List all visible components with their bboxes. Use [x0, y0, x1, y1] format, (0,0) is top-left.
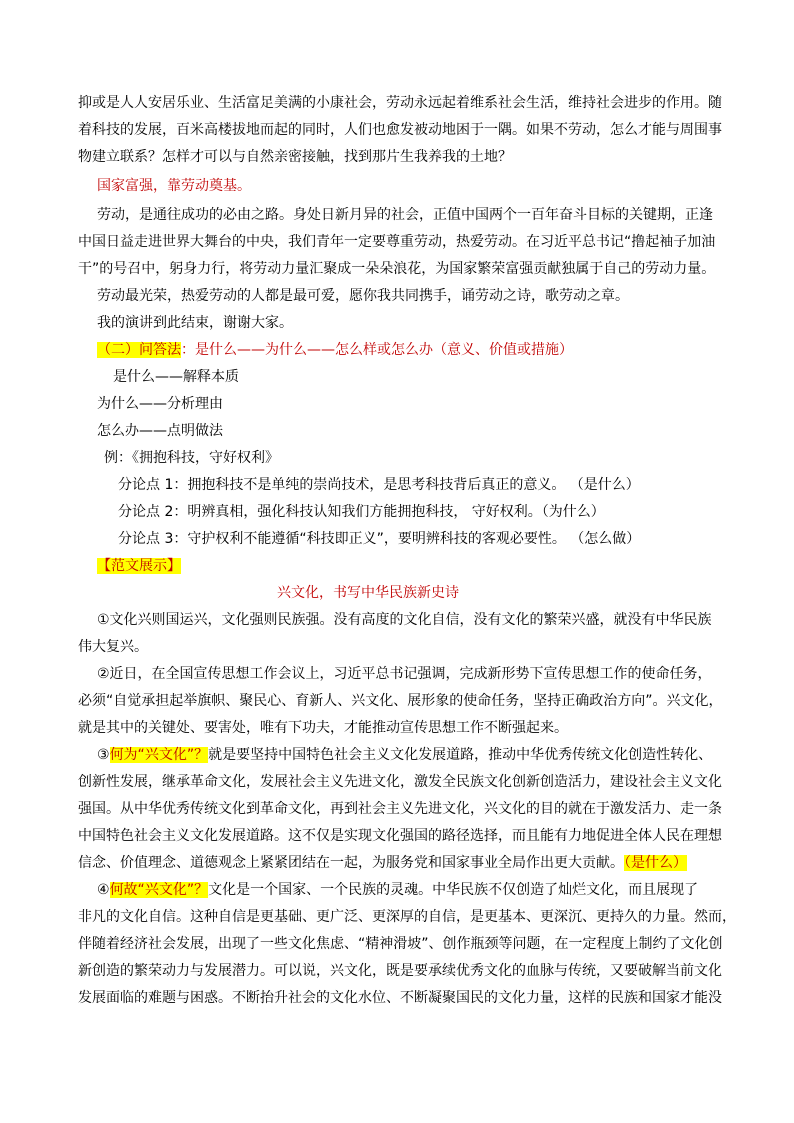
essay-p4-line-3: 伴随着经济社会发展，出现了一些文化焦虑、“精神滑坡”、创作瓶颈等问题，在一定程度上制约了文化创: [78, 936, 723, 952]
essay-p4-prefix: ④: [97, 882, 110, 898]
intro-line-1: 抑或是人人安居乐业、生活富足美满的小康社会，劳动永远起着维系社会生活，维持社会进步的作用。随: [78, 95, 722, 111]
essay-p3-last: 信念、价值理念、道德观念上紧紧团结在一起，为服务党和国家事业全局作出更大贡献。: [78, 855, 624, 871]
para1-line-3: 干”的号召中，躬身力行，将劳动力量汇聚成一朵朵浪花，为国家繁荣富强贡献独属于自己的劳动力量。: [78, 261, 716, 277]
essay-p3-tag: （是什么）: [624, 855, 687, 871]
sample-label-text: 【范文展示】: [97, 558, 181, 574]
method-heading: [97, 340, 573, 360]
para3: 我的演讲到此结束，谢谢大家。: [97, 315, 293, 331]
essay-p3-line-4: 中国特色社会主义文化发展道路。这不仅是实现文化强国的路径选择，而且能有力地促进全体人民在理想: [78, 828, 722, 844]
point-2: 分论点 2：明辨真相，强化科技认知我们方能拥抱科技， 守好权利。（为什么）: [118, 504, 605, 520]
essay-p3-line-1: [97, 745, 712, 765]
essay-title: 兴文化，书写中华民族新史诗: [277, 585, 459, 601]
method-highlight: （二）问答法: [97, 342, 181, 358]
essay-p3-line-5: [78, 853, 687, 873]
method-rest: ：是什么——为什么——怎么样或怎么办（意义、价值或措施）: [181, 342, 573, 358]
essay-p4-line-5: 发展面临的难题与困惑。不断抬升社会的文化水位、不断凝聚国民的文化力量，这样的民族和国家才能没: [78, 990, 722, 1006]
point-3: 分论点 3：守护权利不能遵循“科技即正义”，要明辨科技的客观必要性。 （怎么做）: [118, 531, 641, 547]
essay-p3-first-rest: 就是要坚持中国特色社会主义文化发展道路，推动中华优秀传统文化创造性转化、: [208, 747, 713, 763]
essay-p1-line-2: 伟大复兴。: [78, 639, 148, 655]
step-what: 是什么——解释本质: [113, 369, 239, 385]
point-1: 分论点 1：拥抱科技不是单纯的崇尚技术，是思考科技背后真正的意义。 （是什么）: [118, 477, 640, 493]
step-why: 为什么——分析理由: [97, 396, 223, 412]
essay-p4-first-rest: 文化是一个国家、一个民族的灵魂。中华民族不仅创造了灿烂文化，而且展现了: [208, 882, 699, 898]
example-title: 例：《拥抱科技，守好权利》: [104, 450, 279, 466]
para1-line-2: 中国日益走进世界大舞台的中央，我们青年一定要尊重劳动，热爱劳动。在习近平总书记“撸起袖子加油: [78, 234, 716, 250]
essay-p4-line-2: 非凡的文化自信。这种自信是更基础、更广泛、更深厚的自信，是更基本、更深沉、更持久的力量。然而，: [78, 909, 736, 925]
essay-p2-line-3: 就是其中的关键处、要害处，唯有下功夫，才能推动宣传思想工作不断强起来。: [78, 720, 568, 736]
essay-p3-question: 何为“兴文化”？: [109, 747, 209, 763]
essay-p4-line-4: 新创造的繁荣动力与发展潜力。可以说，兴文化，既是要承续优秀文化的血脉与传统，又要破解当前文化: [78, 963, 722, 979]
para2: 劳动最光荣，热爱劳动的人都是最可爱，愿你我共同携手，诵劳动之诗，歌劳动之章。: [97, 288, 629, 304]
essay-p1-line-1: ①文化兴则国运兴，文化强则民族强。没有高度的文化自信，没有文化的繁荣兴盛，就没有中华民族: [97, 612, 712, 628]
para1-line-1: 劳动，是通往成功的必由之路。身处日新月异的社会，正值中国两个一百年奋斗目标的关键期，正逢: [97, 207, 713, 223]
step-how: 怎么办——点明做法: [97, 423, 223, 439]
sample-label: [97, 556, 181, 576]
essay-p2-line-2: 必须“自觉承担起举旗帜、聚民心、育新人、兴文化、展形象的使命任务，坚持正确政治方向”。兴文化，: [78, 693, 723, 709]
essay-p4-question: 何故“兴文化”？: [109, 882, 209, 898]
intro-line-3: 物建立联系？怎样才可以与自然亲密接触，找到那片生我养我的土地？: [78, 149, 512, 165]
red-heading: 国家富强，靠劳动奠基。: [97, 178, 251, 194]
intro-line-2: 着科技的发展，百米高楼拔地而起的同时，人们也愈发被动地困于一隅。如果不劳动，怎么才能与周围事: [78, 122, 722, 138]
essay-p3-line-3: 强国。从中华优秀传统文化到革命文化，再到社会主义先进文化，兴文化的目的就在于激发活力、走一条: [78, 801, 722, 817]
essay-p3-prefix: ③: [97, 747, 110, 763]
essay-p4-line-1: [97, 880, 698, 900]
essay-p3-line-2: 创新性发展，继承革命文化，发展社会主义先进文化，激发全民族文化创新创造活力，建设社会主义文化: [78, 774, 722, 790]
essay-p2-line-1: ②近日，在全国宣传思想工作会议上，习近平总书记强调，完成新形势下宣传思想工作的使命任务，: [97, 666, 712, 682]
